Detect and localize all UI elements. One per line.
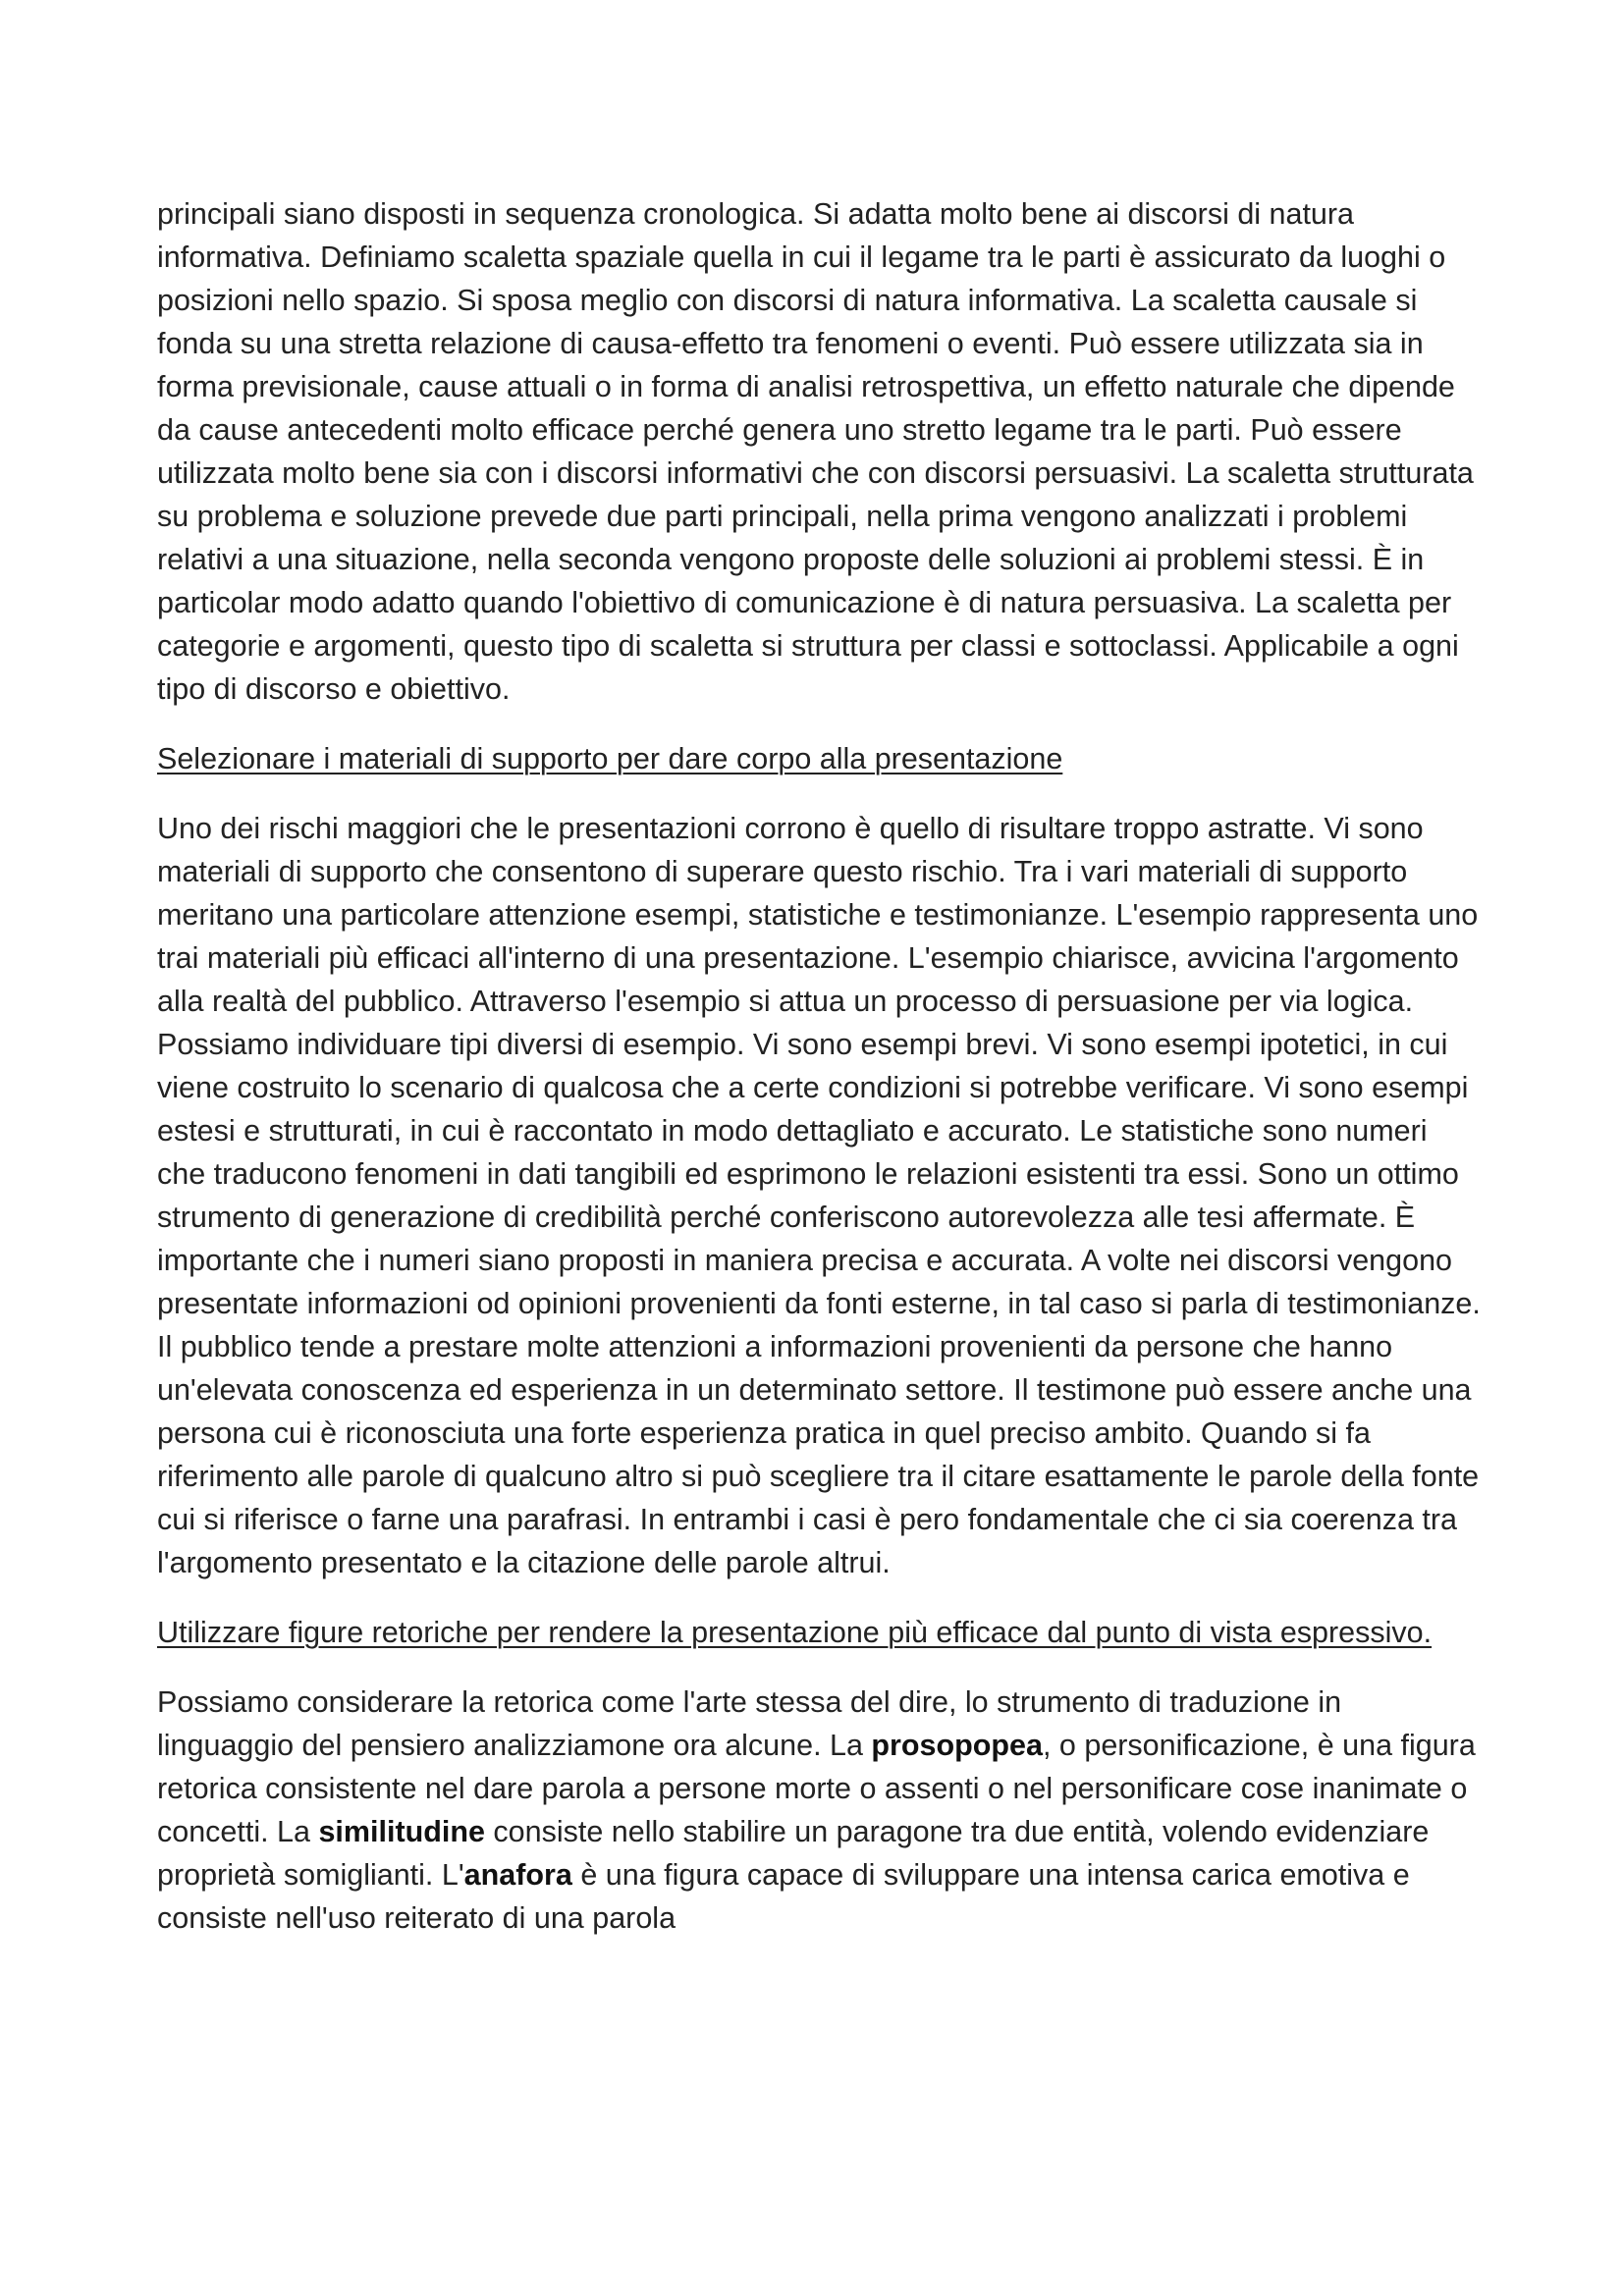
text-run: consiste nello stabilire un paragone tra due entità, volendo evidenziare proprietà somiglianti. L' [157, 1815, 1430, 1892]
text-run: è una figura capace di sviluppare una intensa carica emotiva e consiste nell'uso reiterato di una parola [157, 1858, 1410, 1935]
paragraph-figure-retoriche [157, 1681, 1483, 1940]
text-run: Possiamo considerare la retorica come l'arte stessa del dire, lo strumento di traduzione in linguaggio del pensiero analizziamone ora alcune. La [157, 1685, 1342, 1762]
bold-term-prosopopea: prosopopea [871, 1729, 1043, 1762]
paragraph-materiali-supporto: Uno dei rischi maggiori che le presentazioni corrono è quello di risultare troppo astratte. Vi sono materiali di supporto che consentono di superare questo rischio. Tra i vari materiali di supporto meritano una particolare attenzione esempi, statistiche e testimonianze. L'esempio rappresenta uno trai materiali più efficaci all'interno di una presentazione. L'esempio chiarisce, avvicina l'argomento alla realtà del pubblico. Attraverso l'esempio si attua un processo di persuasione per via logica. Possiamo individuare tipi diversi di esempio. Vi sono esempi brevi. Vi sono esempi ipotetici, in cui viene costruito lo scenario di qualcosa che a certe condizioni si potrebbe verificare. Vi sono esempi estesi e strutturati, in cui è raccontato in modo dettagliato e accurato. Le statistiche sono numeri che traducono fenomeni in dati tangibili ed esprimono le relazioni esistenti tra essi. Sono un ottimo strumento di generazione di credibilità perché conferiscono autorevolezza alle tesi affermate. È importante che i numeri siano proposti in maniera precisa e accurata. A volte nei discorsi vengono presentate informazioni od opinioni provenienti da fonti esterne, in tal caso si parla di testimonianze. Il pubblico tende a prestare molte attenzioni a informazioni provenienti da persone che hanno un'elevata conoscenza ed esperienza in un determinato settore. Il testimone può essere anche una persona cui è riconosciuta una forte esperienza pratica in quel preciso ambito. Quando si fa riferimento alle parole di qualcuno altro si può scegliere tra il citare esattamente le parole della fonte cui si riferisce o farne una parafrasi. In entrambi i casi è pero fondamentale che ci sia coerenza tra l'argomento presentato e la citazione delle parole altrui. [157, 812, 1481, 1579]
document-page [157, 192, 1483, 1966]
paragraph-scaletta-types: principali siano disposti in sequenza cronologica. Si adatta molto bene ai discorsi di natura informativa. Definiamo scaletta spaziale quella in cui il legame tra le parti è assicurato da luoghi o posizioni nello spazio. Si sposa meglio con discorsi di natura informativa. La scaletta causale si fonda su una stretta relazione di causa-effetto tra fenomeni o eventi. Può essere utilizzata sia in forma previsionale, cause attuali o in forma di analisi retrospettiva, un effetto naturale che dipende da cause antecedenti molto efficace perché genera uno stretto legame tra le parti. Può essere utilizzata molto bene sia con i discorsi informativi che con discorsi persuasivi. La scaletta strutturata su problema e soluzione prevede due parti principali, nella prima vengono analizzati i problemi relativi a una situazione, nella seconda vengono proposte delle soluzioni ai problemi stessi. È in particolar modo adatto quando l'obiettivo di comunicazione è di natura persuasiva. La scaletta per categorie e argomenti, questo tipo di scaletta si struttura per classi e sottoclassi. Applicabile a ogni tipo di discorso e obiettivo. [157, 197, 1474, 706]
bold-term-similitudine: similitudine [318, 1815, 485, 1848]
section-heading-figure-retoriche: Utilizzare figure retoriche per rendere la presentazione più efficace dal punto di vista espressivo. [157, 1616, 1433, 1649]
text-run: , o personificazione, è una figura retorica consistente nel dare parola a persone morte o assenti o nel personificare cose inanimate o concetti. La [157, 1729, 1476, 1848]
bold-term-anafora: anafora [463, 1858, 572, 1892]
section-heading-materiali-supporto: Selezionare i materiali di supporto per dare corpo alla presentazione [157, 742, 1063, 775]
